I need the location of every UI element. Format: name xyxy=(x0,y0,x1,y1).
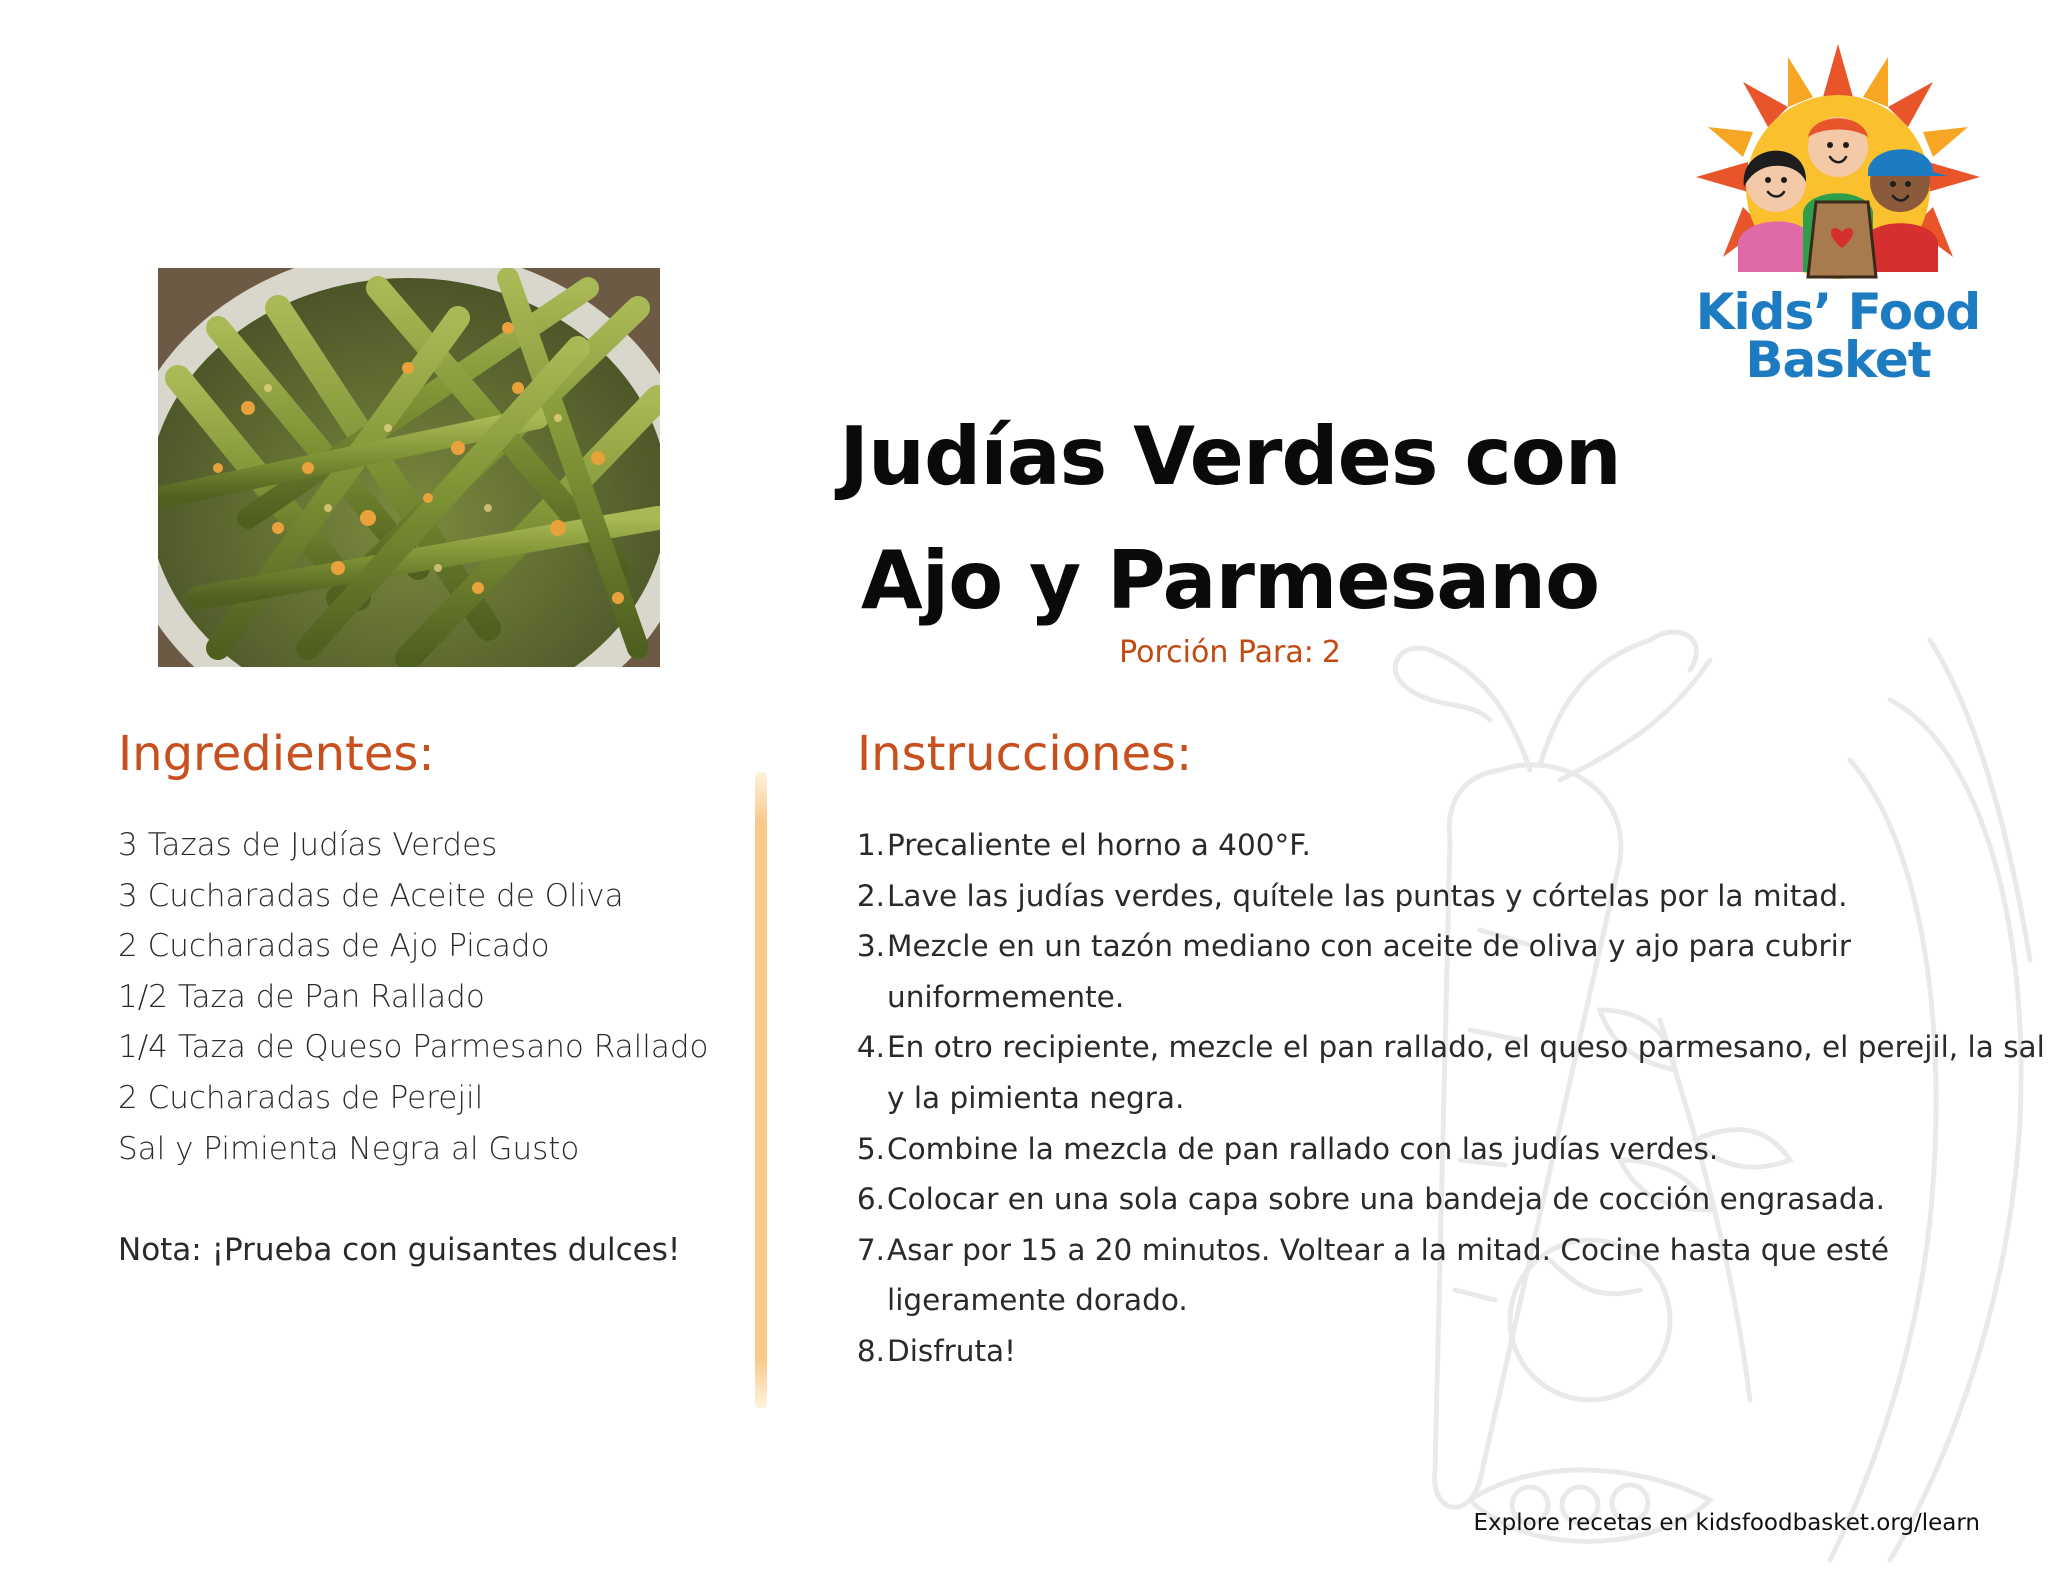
ingredient-item: 1/2 Taza de Pan Rallado xyxy=(118,978,485,1015)
servings-value: 2 xyxy=(1321,635,1341,670)
step-number: 4. xyxy=(856,1030,885,1065)
footer-website-link[interactable]: Explore recetas en kidsfoodbasket.org/learn xyxy=(1473,1510,1980,1536)
kids-food-basket-logo xyxy=(1688,42,1988,392)
step-text: Mezcle en un tazón mediano con aceite de oliva y ajo para cubrir uniformemente. xyxy=(887,929,1851,1014)
recipe-title-line2: Ajo y Parmesano xyxy=(860,534,1600,627)
ingredients-heading: Ingredientes: xyxy=(118,726,435,782)
step-text: Precaliente el horno a 400°F. xyxy=(887,828,1311,862)
step-text: Lave las judías verdes, quítele las puntas y córtelas por la mitad. xyxy=(887,878,1848,913)
step-number: 7. xyxy=(856,1232,885,1267)
recipe-title-line1: Judías Verdes con xyxy=(839,410,1621,503)
step-text: Colocar en una sola capa sobre una bandeja de cocción engrasada. xyxy=(887,1182,1886,1217)
instruction-step xyxy=(855,921,2045,1022)
instructions-heading: Instrucciones: xyxy=(857,726,1193,782)
ingredient-item: 3 Cucharadas de Aceite de Oliva xyxy=(118,877,624,914)
step-number: 2. xyxy=(856,878,885,913)
ingredients-list xyxy=(118,820,738,1174)
step-number: 6. xyxy=(856,1182,885,1217)
step-number: 1. xyxy=(856,828,885,862)
ingredient-item: Sal y Pimienta Negra al Gusto xyxy=(118,1130,580,1167)
step-text: Asar por 15 a 20 minutos. Voltear a la mitad. Cocine hasta que esté ligeramente dorado. xyxy=(887,1232,1889,1318)
instruction-step xyxy=(855,1174,2045,1225)
column-divider xyxy=(755,772,767,1408)
instruction-step xyxy=(855,1022,2045,1123)
servings-label: Porción Para: xyxy=(1119,635,1314,670)
instruction-step xyxy=(855,1326,2045,1377)
sun-kids-logo-icon xyxy=(1688,42,1988,292)
instructions-list xyxy=(855,820,2045,1377)
ingredients-note: Nota: ¡Prueba con guisantes dulces! xyxy=(118,1232,681,1268)
green-beans-photo xyxy=(158,268,660,667)
step-number: 5. xyxy=(856,1131,885,1166)
logo-text-line1: Kids’ Food xyxy=(1695,283,1981,341)
instruction-step xyxy=(855,1225,2045,1326)
ingredient-item: 2 Cucharadas de Ajo Picado xyxy=(118,928,550,965)
step-number: 3. xyxy=(856,929,885,964)
step-text: Combine la mezcla de pan rallado con las judías verdes. xyxy=(887,1131,1719,1166)
step-text: Disfruta! xyxy=(887,1333,1016,1368)
ingredient-item: 1/4 Taza de Queso Parmesano Rallado xyxy=(118,1029,709,1066)
instruction-step xyxy=(855,871,2045,922)
logo-text-line2: Basket xyxy=(1745,331,1931,389)
ingredient-item: 2 Cucharadas de Perejil xyxy=(118,1079,484,1116)
step-text: En otro recipiente, mezcle el pan rallado, el queso parmesano, el perejil, la sal y la pimienta negra. xyxy=(887,1030,2045,1115)
ingredient-item: 3 Tazas de Judías Verdes xyxy=(118,827,498,863)
recipe-title xyxy=(790,395,1670,643)
instruction-step xyxy=(855,1124,2045,1175)
step-number: 8. xyxy=(856,1333,885,1368)
instruction-step xyxy=(855,820,2045,871)
servings-info xyxy=(790,633,1670,673)
